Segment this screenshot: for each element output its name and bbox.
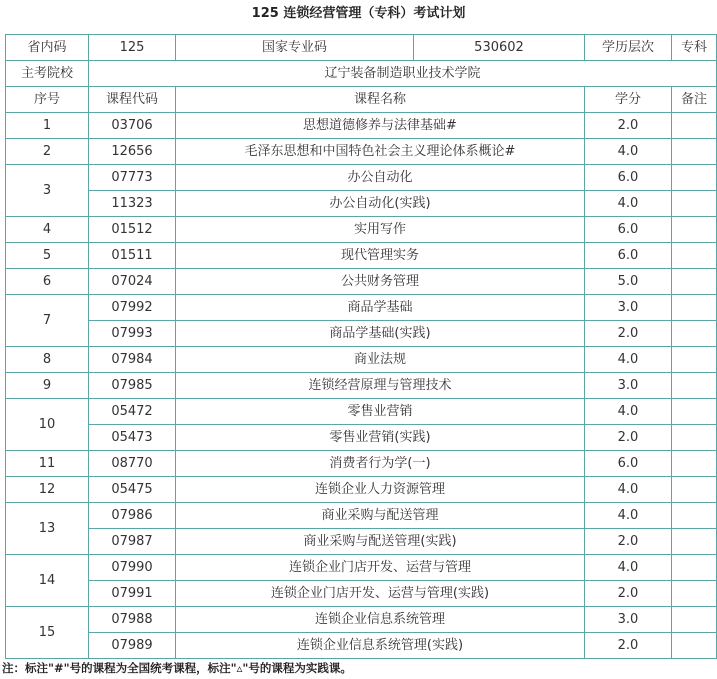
- table-row: [6, 191, 717, 217]
- course-remark: [672, 477, 717, 503]
- province-code-label: 省内码: [6, 35, 89, 61]
- course-name: 公共财务管理: [176, 269, 585, 295]
- course-credit: 2.0: [585, 581, 672, 607]
- table-row: [6, 633, 717, 659]
- course-remark: [672, 139, 717, 165]
- course-seq: 15: [6, 607, 89, 659]
- course-credit: 3.0: [585, 607, 672, 633]
- course-name: 商业法规: [176, 347, 585, 373]
- course-credit: 2.0: [585, 633, 672, 659]
- course-credit: 2.0: [585, 425, 672, 451]
- course-remark: [672, 269, 717, 295]
- course-code: 11323: [89, 191, 176, 217]
- table-row: [6, 581, 717, 607]
- course-seq: 1: [6, 113, 89, 139]
- table-row: [6, 217, 717, 243]
- course-code: 07773: [89, 165, 176, 191]
- course-name: 连锁企业门店开发、运营与管理(实践): [176, 581, 585, 607]
- course-name: 零售业营销: [176, 399, 585, 425]
- course-credit: 6.0: [585, 165, 672, 191]
- header-row: [6, 87, 717, 113]
- course-credit: 6.0: [585, 217, 672, 243]
- course-seq: 7: [6, 295, 89, 347]
- table-row: [6, 295, 717, 321]
- course-credit: 5.0: [585, 269, 672, 295]
- course-seq: 10: [6, 399, 89, 451]
- table-row: [6, 321, 717, 347]
- table-row: [6, 139, 717, 165]
- course-credit: 4.0: [585, 477, 672, 503]
- course-seq: 3: [6, 165, 89, 217]
- course-name: 毛泽东思想和中国特色社会主义理论体系概论#: [176, 139, 585, 165]
- course-code: 07988: [89, 607, 176, 633]
- exam-plan-table: [5, 34, 717, 659]
- course-code: 07990: [89, 555, 176, 581]
- course-name: 连锁经营原理与管理技术: [176, 373, 585, 399]
- table-row: [6, 555, 717, 581]
- course-credit: 4.0: [585, 555, 672, 581]
- course-remark: [672, 451, 717, 477]
- table-row: [6, 399, 717, 425]
- course-name: 办公自动化(实践): [176, 191, 585, 217]
- course-remark: [672, 373, 717, 399]
- major-code-value: 530602: [414, 35, 585, 61]
- course-seq: 6: [6, 269, 89, 295]
- course-name: 实用写作: [176, 217, 585, 243]
- course-credit: 6.0: [585, 451, 672, 477]
- course-remark: [672, 399, 717, 425]
- header-name: 课程名称: [176, 87, 585, 113]
- course-code: 07989: [89, 633, 176, 659]
- course-credit: 3.0: [585, 295, 672, 321]
- course-code: 03706: [89, 113, 176, 139]
- course-seq: 2: [6, 139, 89, 165]
- course-remark: [672, 503, 717, 529]
- table-row: [6, 607, 717, 633]
- course-seq: 11: [6, 451, 89, 477]
- province-code-value: 125: [89, 35, 176, 61]
- table-row: [6, 165, 717, 191]
- course-seq: 12: [6, 477, 89, 503]
- course-remark: [672, 607, 717, 633]
- course-credit: 3.0: [585, 373, 672, 399]
- course-remark: [672, 347, 717, 373]
- course-code: 07987: [89, 529, 176, 555]
- course-remark: [672, 529, 717, 555]
- course-remark: [672, 633, 717, 659]
- course-code: 05473: [89, 425, 176, 451]
- course-name: 商业采购与配送管理: [176, 503, 585, 529]
- course-seq: 5: [6, 243, 89, 269]
- course-code: 07984: [89, 347, 176, 373]
- table-row: [6, 243, 717, 269]
- course-code: 07986: [89, 503, 176, 529]
- course-seq: 13: [6, 503, 89, 555]
- school-label: 主考院校: [6, 61, 89, 87]
- info-row: [6, 35, 717, 61]
- school-row: [6, 61, 717, 87]
- course-name: 连锁企业信息系统管理: [176, 607, 585, 633]
- course-credit: 4.0: [585, 347, 672, 373]
- course-credit: 4.0: [585, 191, 672, 217]
- table-row: [6, 451, 717, 477]
- course-code: 07024: [89, 269, 176, 295]
- course-code: 07992: [89, 295, 176, 321]
- course-code: 08770: [89, 451, 176, 477]
- course-name: 连锁企业信息系统管理(实践): [176, 633, 585, 659]
- course-code: 07985: [89, 373, 176, 399]
- course-name: 商品学基础(实践): [176, 321, 585, 347]
- course-name: 连锁企业门店开发、运营与管理: [176, 555, 585, 581]
- course-remark: [672, 165, 717, 191]
- header-credit: 学分: [585, 87, 672, 113]
- school-value: 辽宁装备制造职业技术学院: [89, 61, 717, 87]
- table-row: [6, 425, 717, 451]
- course-remark: [672, 425, 717, 451]
- course-remark: [672, 113, 717, 139]
- course-remark: [672, 555, 717, 581]
- course-name: 连锁企业人力资源管理: [176, 477, 585, 503]
- course-code: 05472: [89, 399, 176, 425]
- course-remark: [672, 295, 717, 321]
- course-code: 12656: [89, 139, 176, 165]
- course-name: 零售业营销(实践): [176, 425, 585, 451]
- page-title: 125 连锁经营管理（专科）考试计划: [251, 6, 466, 21]
- table-row: [6, 113, 717, 139]
- course-code: 01511: [89, 243, 176, 269]
- table-row: [6, 373, 717, 399]
- table-row: [6, 347, 717, 373]
- header-remark: 备注: [672, 87, 717, 113]
- course-remark: [672, 321, 717, 347]
- table-row: [6, 477, 717, 503]
- level-value: 专科: [672, 35, 717, 61]
- course-remark: [672, 581, 717, 607]
- course-credit: 4.0: [585, 399, 672, 425]
- course-credit: 4.0: [585, 503, 672, 529]
- course-name: 商业采购与配送管理(实践): [176, 529, 585, 555]
- course-code: 05475: [89, 477, 176, 503]
- course-name: 思想道德修养与法律基础#: [176, 113, 585, 139]
- table-row: [6, 529, 717, 555]
- course-credit: 2.0: [585, 321, 672, 347]
- course-credit: 2.0: [585, 113, 672, 139]
- course-remark: [672, 191, 717, 217]
- header-seq: 序号: [6, 87, 89, 113]
- course-code: 07991: [89, 581, 176, 607]
- course-code: 07993: [89, 321, 176, 347]
- course-credit: 4.0: [585, 139, 672, 165]
- level-label: 学历层次: [585, 35, 672, 61]
- course-credit: 6.0: [585, 243, 672, 269]
- table-row: [6, 269, 717, 295]
- course-name: 商品学基础: [176, 295, 585, 321]
- footnote: 注：标注"#"号的课程为全国统考课程，标注"▵"号的课程为实践课。: [2, 661, 352, 675]
- header-code: 课程代码: [89, 87, 176, 113]
- course-remark: [672, 243, 717, 269]
- course-seq: 4: [6, 217, 89, 243]
- course-code: 01512: [89, 217, 176, 243]
- course-seq: 9: [6, 373, 89, 399]
- course-name: 消费者行为学(一): [176, 451, 585, 477]
- course-seq: 8: [6, 347, 89, 373]
- course-name: 办公自动化: [176, 165, 585, 191]
- course-remark: [672, 217, 717, 243]
- table-row: [6, 503, 717, 529]
- major-code-label: 国家专业码: [176, 35, 414, 61]
- course-credit: 2.0: [585, 529, 672, 555]
- course-name: 现代管理实务: [176, 243, 585, 269]
- course-seq: 14: [6, 555, 89, 607]
